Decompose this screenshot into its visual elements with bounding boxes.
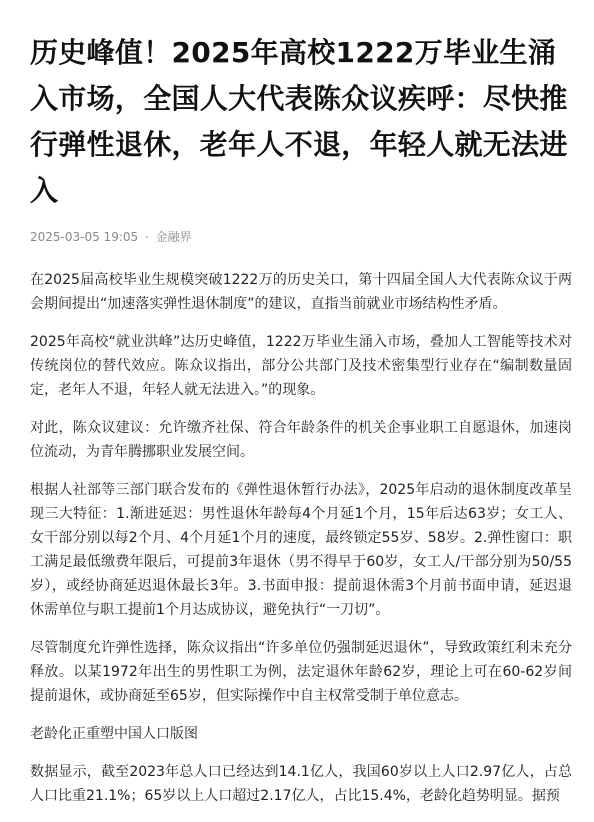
paragraph: 数据显示，截至2023年总人口已经达到14.1亿人，我国60岁以上人口2.97亿人，占总人口比重21.1%；65岁以上人口超过2.17亿人，占比15.4%，老龄化趋势明显。据预 xyxy=(30,764,572,804)
publish-date: 2025-03-05 19:05 xyxy=(30,230,139,244)
paragraph: 根据人社部等三部门联合发布的《弹性退休暂行办法》，2025年启动的退休制度改革呈现三大特征：1.渐进延迟：男性退休年龄每4个月延1个月，15年后达63岁；女工人、女干部分别以每2个月、4个月延1个月的速度，最终锁定55岁、58岁。2.弹性窗口：职工满足最低缴费年限后，可提前3年退休（男不得早于60岁，女工人/干部分别为50/55岁），或经协商延迟退休最长3年。3.书面申报：提前退休需3个月前书面申请，延迟退休需单位与职工提前1个月达成协议，避免执行“一刀切”。 xyxy=(30,482,572,618)
section-heading: 老龄化正重塑中国人口版图 xyxy=(30,726,198,742)
article xyxy=(30,30,572,822)
paragraph: 在2025届高校毕业生规模突破1222万的历史关口，第十四届全国人大代表陈众议于两会期间提出“加速落实弹性退休制度”的建议，直指当前就业市场结构性矛盾。 xyxy=(30,272,572,312)
meta-separator: · xyxy=(144,230,149,244)
paragraph: 对此，陈众议建议：允许缴齐社保、符合年龄条件的机关企事业职工自愿退休，加速岗位流动，为青年腾挪职业发展空间。 xyxy=(30,420,572,460)
article-title: 历史峰值！2025年高校1222万毕业生涌入市场，全国人大代表陈众议疾呼：尽快推行弹性退休，老年人不退，年轻人就无法进入 xyxy=(30,36,568,207)
paragraph: 尽管制度允许弹性选择，陈众议指出“许多单位仍强制延迟退休”，导致政策红利未充分释放。以某1972年出生的男性职工为例，法定退休年龄62岁，理论上可在60-62岁间提前退休，或协商延至65岁，但实际操作中自主权常受制于单位意志。 xyxy=(30,640,572,704)
source-link[interactable]: 金融界 xyxy=(155,230,192,244)
article-body xyxy=(30,268,572,808)
article-meta xyxy=(30,228,572,246)
paragraph: 2025年高校“就业洪峰”达历史峰值，1222万毕业生涌入市场，叠加人工智能等技术对传统岗位的替代效应。陈众议指出，部分公共部门及技术密集型行业存在“编制数量固定，老年人不退，年轻人就无法进入。”的现象。 xyxy=(30,334,572,398)
